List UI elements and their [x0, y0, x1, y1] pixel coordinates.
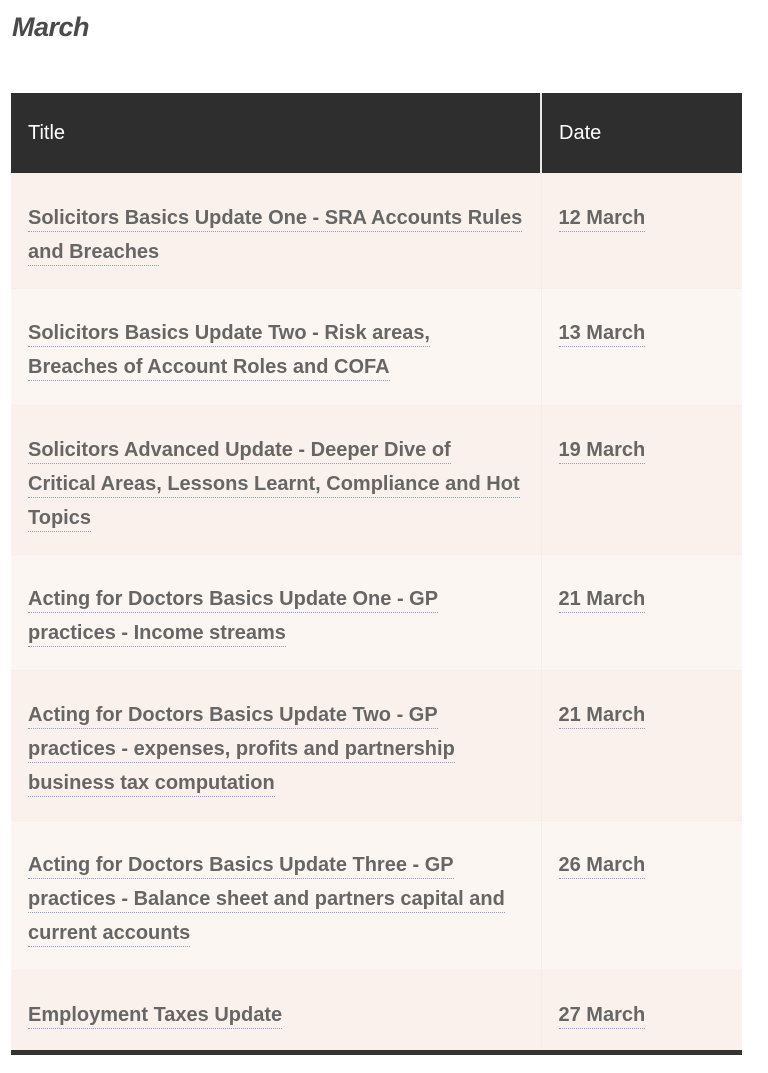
table-row	[11, 406, 742, 555]
title-cell	[11, 971, 541, 1053]
date-cell	[541, 821, 742, 971]
column-header-date: Date	[541, 93, 742, 174]
event-date-link[interactable]: 21 March	[559, 704, 646, 729]
column-header-title: Title	[11, 93, 541, 174]
date-cell	[541, 671, 742, 821]
event-title-link[interactable]: Solicitors Basics Update One - SRA Accounts Rules and Breaches	[28, 207, 522, 266]
event-title-link[interactable]: Acting for Doctors Basics Update Three - GP practices - Balance sheet and partners capital and current accounts	[28, 854, 505, 947]
table-row	[11, 289, 742, 406]
event-title-link[interactable]: Solicitors Advanced Update - Deeper Dive of Critical Areas, Lessons Learnt, Compliance and Hot Topics	[28, 439, 520, 532]
title-cell	[11, 555, 541, 671]
title-cell	[11, 406, 541, 555]
month-heading: March	[12, 12, 90, 42]
table-row	[11, 671, 742, 821]
event-date-link[interactable]: 19 March	[559, 439, 646, 464]
event-date-link[interactable]: 13 March	[559, 322, 646, 347]
date-cell	[541, 971, 742, 1053]
table-body	[11, 174, 742, 1053]
event-title-link[interactable]: Employment Taxes Update	[28, 1004, 282, 1029]
table-header	[11, 93, 742, 174]
event-date-link[interactable]: 21 March	[559, 588, 646, 613]
title-cell	[11, 174, 541, 289]
table-row	[11, 971, 742, 1053]
event-title-link[interactable]: Solicitors Basics Update Two - Risk areas, Breaches of Account Roles and COFA	[28, 322, 430, 381]
date-cell	[541, 289, 742, 406]
event-title-link[interactable]: Acting for Doctors Basics Update One - GP practices - Income streams	[28, 588, 438, 647]
event-title-link[interactable]: Acting for Doctors Basics Update Two - GP practices - expenses, profits and partnership business tax computation	[28, 704, 455, 797]
table-row	[11, 821, 742, 971]
event-date-link[interactable]: 12 March	[559, 207, 646, 232]
date-cell	[541, 555, 742, 671]
date-cell	[541, 406, 742, 555]
events-table	[11, 93, 742, 1055]
table-row	[11, 174, 742, 289]
title-cell	[11, 821, 541, 971]
title-cell	[11, 671, 541, 821]
date-cell	[541, 174, 742, 289]
event-date-link[interactable]: 27 March	[559, 1004, 646, 1029]
title-cell	[11, 289, 541, 406]
table-row	[11, 555, 742, 671]
event-date-link[interactable]: 26 March	[559, 854, 646, 879]
